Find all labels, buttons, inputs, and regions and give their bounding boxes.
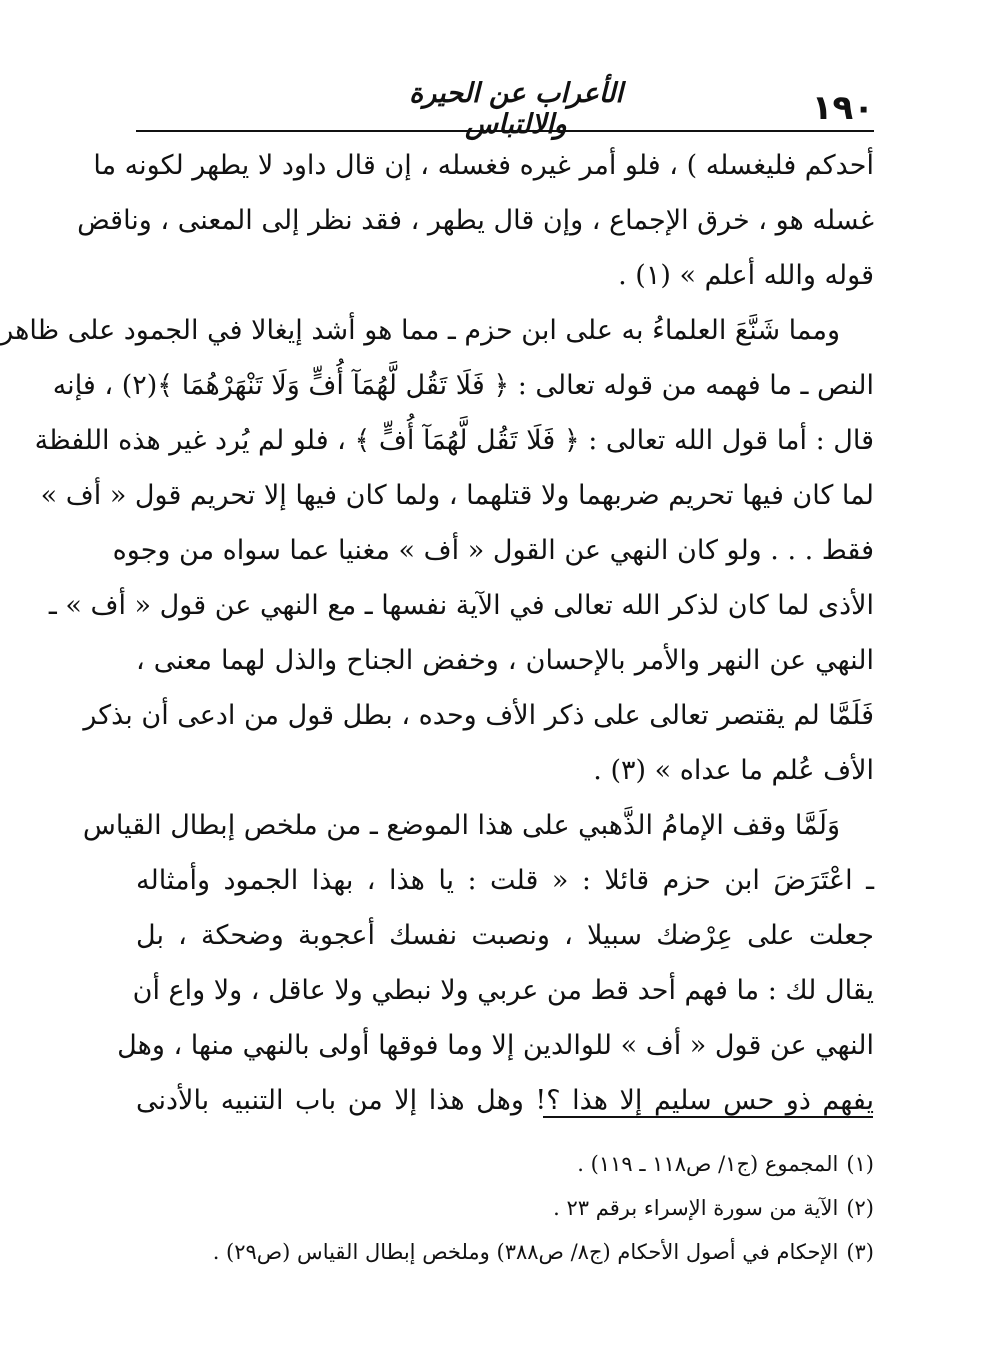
text-line: غسله هو ، خرق الإجماع ، وإن قال يطهر ، فقد نظر إلى المعنى ، وناقض [77, 205, 874, 236]
text-line: يفهم ذو حس سليم إلا هذا ؟! وهل هذا إلا من باب التنبيه بالأدنى [136, 1085, 874, 1116]
text-line: قال : أما قول الله تعالى : ﴿ فَلَا تَقُل لَّهُمَآ أُفٍّ ﴾ ، فلو لم يُرد غير هذه اللفظة [34, 425, 874, 456]
footnote-text: الآية من سورة الإسراء برقم ٢٣ . [553, 1196, 839, 1220]
page-number: ١٩٠ [811, 88, 874, 128]
page-header [136, 72, 874, 140]
text-line: ـ اعْتَرَضَ ابن حزم قائلا : « قلت : يا هذا ، بهذا الجمود وأمثاله [136, 865, 874, 896]
footnotes-section [136, 1142, 874, 1274]
text-line: يقال لك : ما فهم أحد قط من عربي ولا نبطي ولا عاقل ، ولا واع أن [132, 975, 874, 1006]
footnote [136, 1186, 874, 1230]
footnote-marker: (٢) [846, 1196, 874, 1220]
footnote [136, 1230, 874, 1274]
footnote-text: الإحكام في أصول الأحكام (ج٨/ ص٣٨٨) وملخص إبطال القياس (ص٢٩) . [212, 1240, 839, 1264]
running-title: الأعراب عن الحيرة والالتباس [409, 78, 623, 140]
text-line: قوله والله أعلم » (١) . [618, 260, 874, 291]
footnote-divider [543, 1116, 873, 1118]
footnote-marker: (٣) [846, 1240, 874, 1264]
text-line: وَلَمَّا وقف الإمامُ الذَّهبي على هذا الموضع ـ من ملخص إبطال القياس [82, 810, 840, 841]
text-line: النهي عن قول « أف » للوالدين إلا وما فوقها أولى بالنهي منها ، وهل [117, 1030, 874, 1061]
footnote-text: المجموع (ج١/ ص١١٨ ـ ١١٩) . [577, 1152, 839, 1176]
text-line: أحدكم فليغسله ) ، فلو أمر غيره فغسله ، إن قال داود لا يطهر لكونه ما [93, 150, 874, 181]
main-text [0, 138, 874, 1128]
text-line: فَلَمَّا لم يقتصر تعالى على ذكر الأف وحده ، بطل قول من ادعى أن بذكر [83, 700, 874, 731]
text-line: الأف عُلم ما عداه » (٣) . [593, 755, 874, 786]
text-line: الأذى لما كان لذكر الله تعالى في الآية نفسها ـ مع النهي عن قول « أف » ـ [48, 590, 874, 621]
text-line: فقط . . . ولو كان النهي عن القول « أف » مغنيا عما سواه من وجوه [112, 535, 874, 566]
text-line: لما كان فيها تحريم ضربهما ولا قتلهما ، ولما كان فيها إلا تحريم قول « أف » [40, 480, 874, 511]
text-line: النص ـ ما فهمه من قوله تعالى : ﴿ فَلَا تَقُل لَّهُمَآ أُفٍّ وَلَا تَنْهَرْهُمَا ﴾(٢) ، فإنه [52, 370, 874, 401]
text-line: ومما شَنَّعَ العلماءُ به على ابن حزم ـ مما هو أشد إيغالا في الجمود على ظاهر [0, 315, 840, 346]
footnote-marker: (١) [846, 1152, 874, 1176]
text-line: النهي عن النهر والأمر بالإحسان ، وخفض الجناح والذل لهما معنى ، [136, 645, 874, 676]
text-line: جعلت على عِرْضك سبيلا ، ونصبت نفسك أعجوبة وضحكة ، بل [136, 920, 874, 951]
footnote [136, 1142, 874, 1186]
